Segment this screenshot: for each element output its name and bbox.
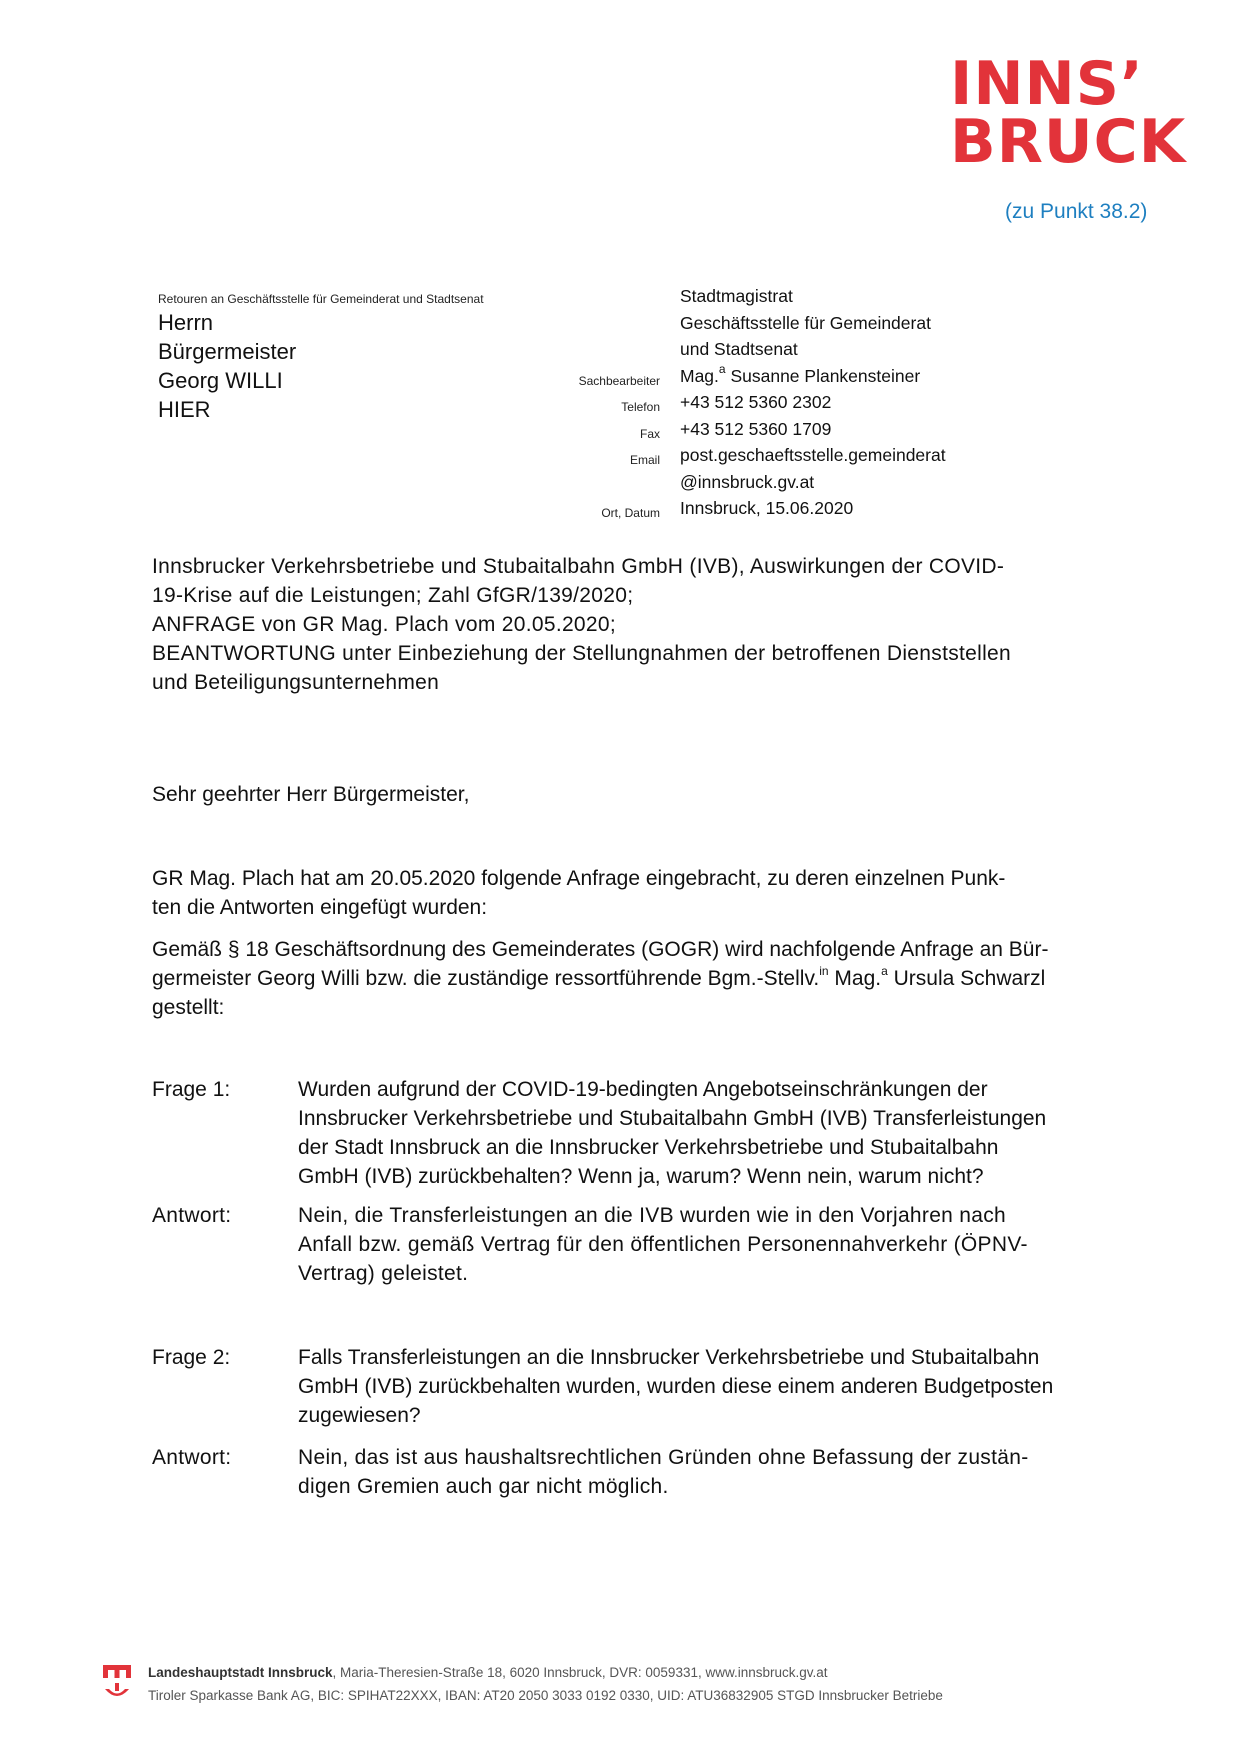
recipient-block [158,308,296,424]
sender-fax-row [639,416,946,443]
question-line: Falls Transferleistungen an die Innsbrucker Verkehrsbetriebe und Stubaitalbahn [298,1346,1040,1369]
sender-block [578,283,946,522]
question-line: GmbH (IVB) zurückbehalten wurden, wurden diese einem anderen Budgetposten [298,1375,1054,1398]
date-label: Ort, Datum [601,506,660,520]
footer-org: Landeshauptstadt Innsbruck [148,1665,333,1680]
subject-line: Innsbrucker Verkehrsbetriebe und Stubaitalbahn GmbH (IVB), Auswirkungen der COVID- [152,555,1005,578]
answer-line: Nein, das ist aus haushaltsrechtlichen Gründen ohne Befassung der zustän- [298,1446,1029,1469]
gogr-text: Mag. [828,967,882,990]
clerk-sup: a [718,361,726,376]
answer-line: Anfall bzw. gemäß Vertrag für den öffentlichen Personennahverkehr (ÖPNV- [298,1233,1028,1256]
sender-department: Geschäftsstelle für Gemeinderat [680,312,931,333]
sender-email-row [629,442,946,469]
question-label: Frage 1: [152,1078,231,1101]
fax-value: +43 512 5360 1709 [680,418,832,439]
email-label: Email [629,453,660,467]
subject-line: ANFRAGE von GR Mag. Plach vom 20.05.2020; [152,613,617,636]
phone-label: Telefon [621,400,660,414]
email-value-1: post.geschaeftsstelle.gemeinderat [680,445,946,465]
answer-label: Antwort: [152,1446,232,1469]
recipient-line: Bürgermeister [158,339,297,364]
footer-address: , Maria-Theresien-Straße 18, 6020 Innsbruck, DVR: 0059331, www.innsbruck.gv.at [332,1665,828,1680]
subject-line: und Beteiligungsunternehmen [152,671,440,694]
logo-line-1: INNS’ [950,49,1144,119]
question-line: der Stadt Innsbruck an die Innsbrucker Verkehrsbetriebe und Stubaitalbahn [298,1136,999,1159]
answer-line: digen Gremien auch gar nicht möglich. [298,1475,669,1498]
subject-line: BEANTWORTUNG unter Einbeziehung der Stellungnahmen der betroffenen Dienststellen [152,642,1012,665]
answer-label: Antwort: [152,1204,232,1227]
footer-line-1 [148,1661,943,1684]
gogr-line-2 [152,964,1132,993]
question-line: zugewiesen? [298,1404,421,1427]
salutation: Sehr geehrter Herr Bürgermeister, [152,783,470,806]
sender-department-2: und Stadtsenat [680,339,798,359]
gogr-sup: a [881,964,888,978]
question-label: Frage 2: [152,1346,231,1369]
agenda-reference: (zu Punkt 38.2) [1005,200,1148,223]
sender-org: Stadtmagistrat [680,286,793,306]
question-line: Wurden aufgrund der COVID-19-bedingten Angebotseinschränkungen der [298,1078,988,1101]
recipient-line: Georg WILLI [158,368,283,393]
answer-text [298,1201,1138,1288]
date-value: Innsbruck, 15.06.2020 [680,498,854,518]
intro-paragraph [152,864,1132,922]
sender-clerk-row [578,361,946,390]
recipient-line: Herrn [158,310,214,335]
gogr-line-3: gestellt: [152,996,225,1019]
return-address: Retouren an Geschäftsstelle für Gemeinderat und Stadtsenat [158,292,484,306]
intro-line: ten die Antworten eingefügt wurden: [152,896,488,919]
subject-block [152,552,1132,697]
question-text [298,1075,1138,1191]
answer-line: Vertrag) geleistet. [298,1262,469,1285]
gogr-text: germeister Georg Willi bzw. die zuständige ressortführende Bgm.-Stellv. [152,967,820,990]
gogr-paragraph [152,935,1132,1022]
answer-line: Nein, die Transferleistungen an die IVB wurden wie in den Vorjahren nach [298,1204,1007,1227]
question-line: Innsbrucker Verkehrsbetriebe und Stubaitalbahn GmbH (IVB) Transferleistungen [298,1107,1047,1130]
question-text [298,1343,1138,1430]
sender-phone-row [621,389,946,416]
footer-line-2: Tiroler Sparkasse Bank AG, BIC: SPIHAT22XXX, IBAN: AT20 2050 3033 0192 0330, UID: ATU36832905 STGD Innsbrucker Betriebe [148,1688,943,1703]
question-line: GmbH (IVB) zurückbehalten? Wenn ja, warum? Wenn nein, warum nicht? [298,1165,984,1188]
gogr-line-1: Gemäß § 18 Geschäftsordnung des Gemeinderates (GOGR) wird nachfolgende Anfrage an Bür- [152,938,1049,961]
logo-line-2: BRUCK [950,107,1187,177]
phone-value: +43 512 5360 2302 [680,392,832,412]
footer [148,1661,943,1707]
sender-date-row [601,495,946,522]
email-value-2: @innsbruck.gv.at [680,471,815,492]
clerk-name: Susanne Plankensteiner [725,365,921,386]
subject-line: 19-Krise auf die Leistungen; Zahl GfGR/139/2020; [152,584,634,607]
clerk-prefix: Mag. [680,365,719,386]
clerk-label: Sachbearbeiter [578,373,660,388]
gogr-text: Ursula Schwarzl [887,967,1046,990]
fax-label: Fax [639,426,660,441]
answer-text [298,1443,1138,1501]
innsbruck-emblem-icon [103,1665,131,1703]
intro-line: GR Mag. Plach hat am 20.05.2020 folgende Anfrage eingebracht, zu deren einzelnen Punk- [152,867,1006,890]
recipient-line: HIER [158,397,211,422]
innsbruck-logo [950,49,1190,177]
gogr-sup: in [819,964,829,978]
